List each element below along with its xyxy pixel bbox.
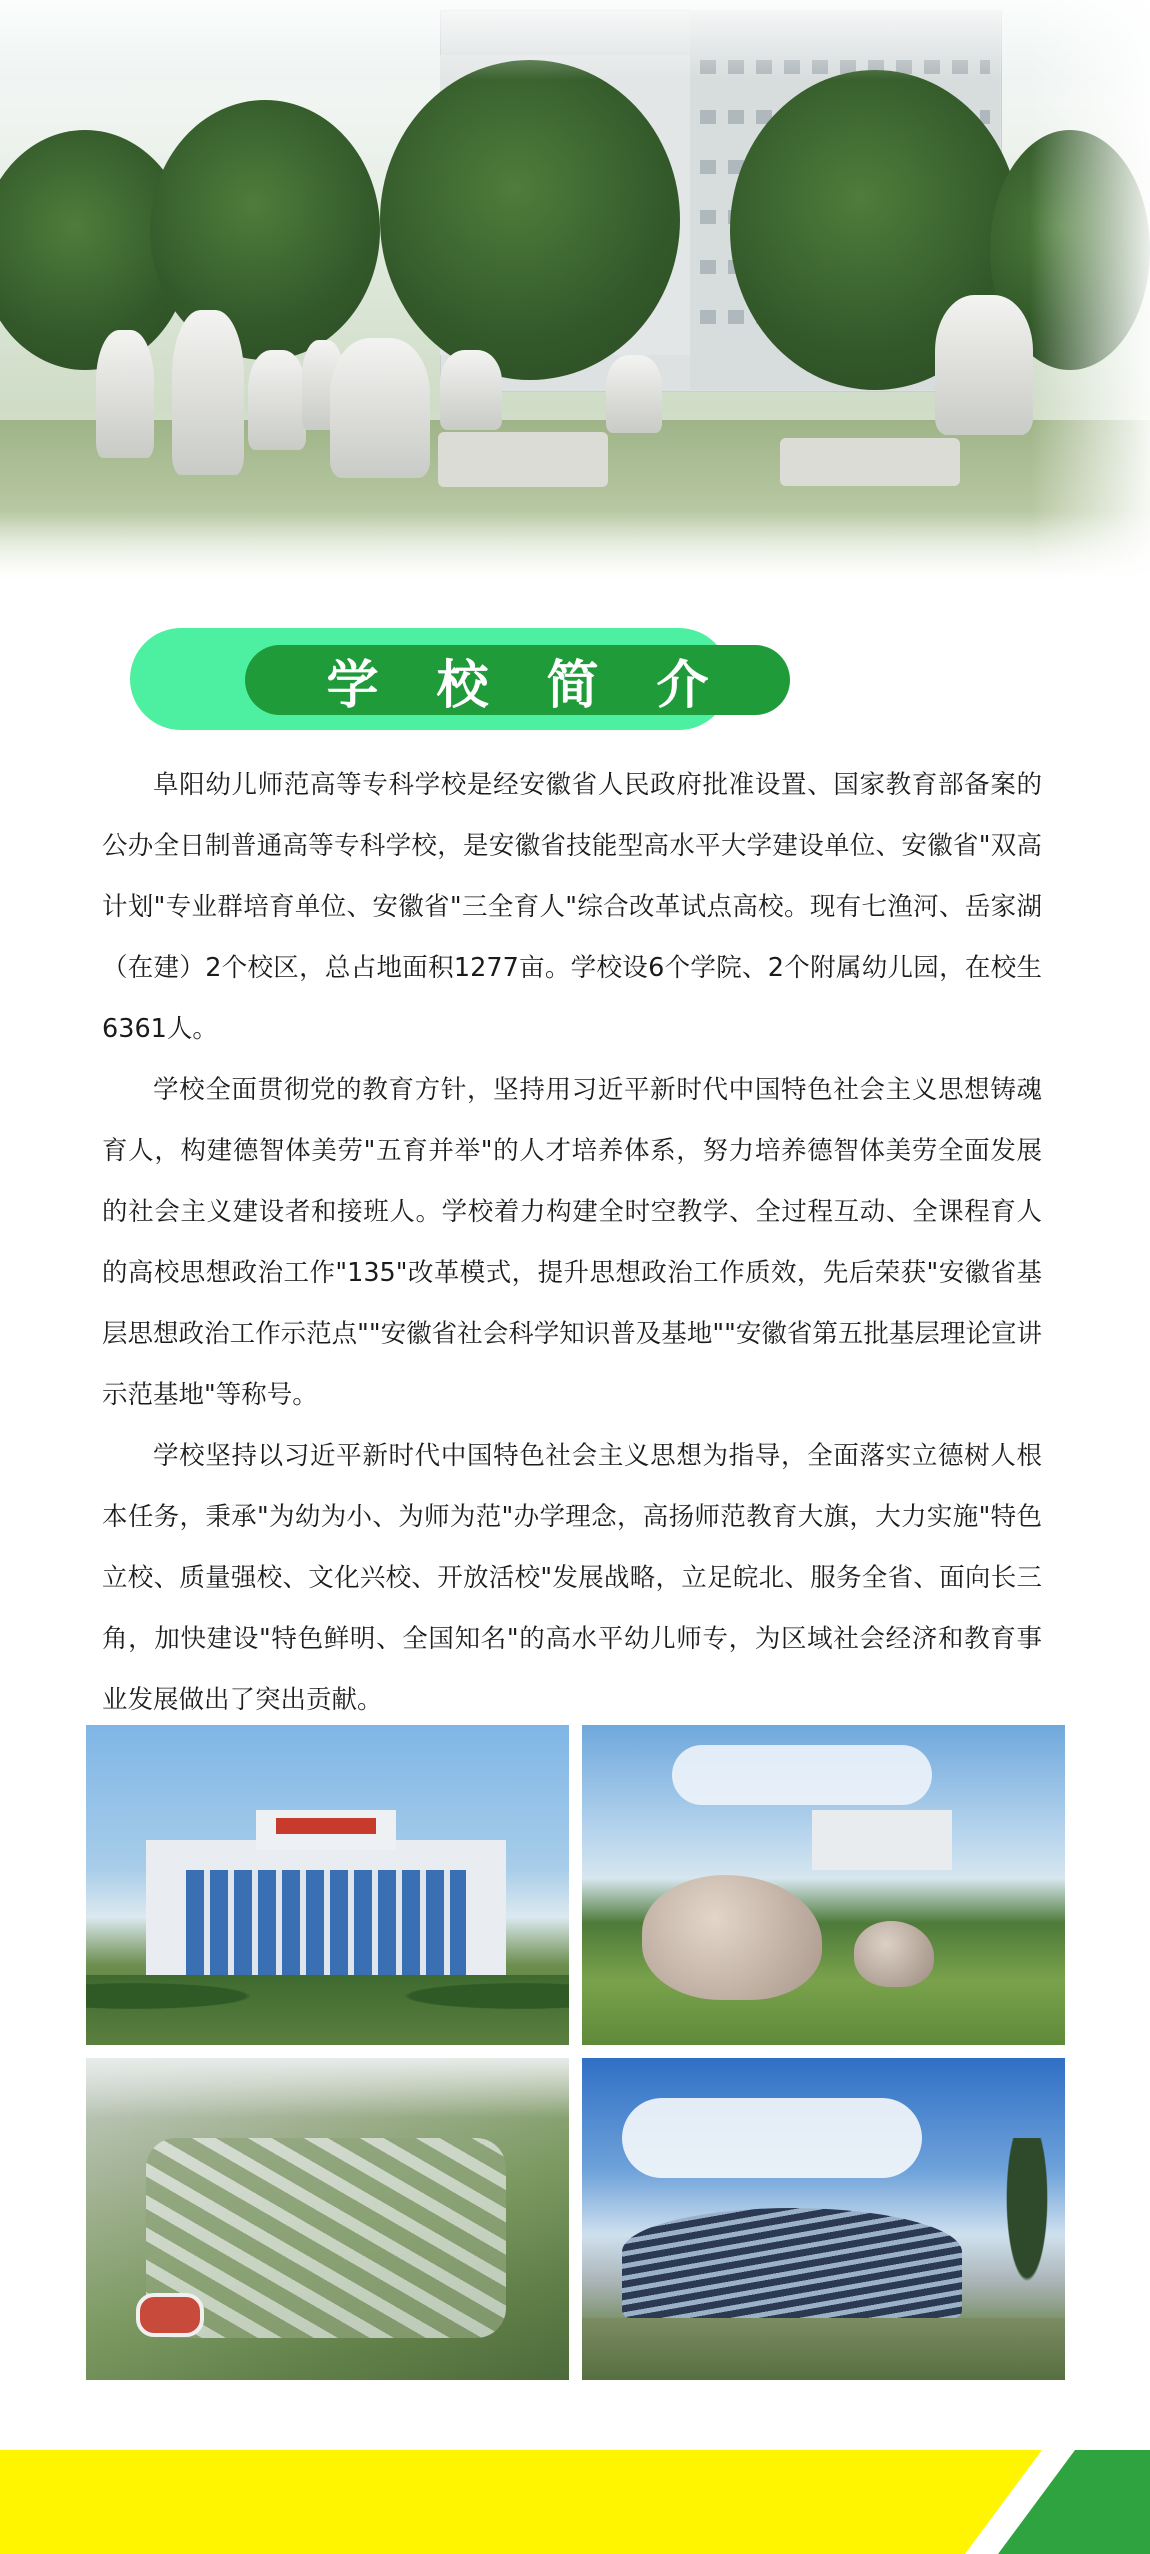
intro-paragraph-2: 学校全面贯彻党的教育方针，坚持用习近平新时代中国特色社会主义思想铸魂育人，构建德智体美劳"五育并举"的人才培养体系，努力培养德智体美劳全面发展的社会主义建设者和接班人。学校着力构建全时空教学、全过程互动、全课程育人的高校思想政治工作"135"改革模式，提升思想政治工作质效，先后荣获"安徽省基层思想政治工作示范点""安徽省社会科学知识普及基地""安徽省第五批基层理论宣讲示范基地"等称号。 — [102, 1075, 1042, 1410]
hero-stone — [780, 438, 960, 486]
hero-photo — [0, 0, 1150, 580]
intro-text — [102, 755, 1042, 1731]
hero-statue — [172, 310, 244, 475]
hero-statue — [440, 350, 502, 430]
hero-stone — [438, 432, 608, 487]
hero-statue — [96, 330, 154, 458]
page-title: 学校简介 — [245, 645, 790, 715]
intro-paragraph-1: 阜阳幼儿师范高等专科学校是经安徽省人民政府批准设置、国家教育部备案的公办全日制普通高等专科学校，是安徽省技能型高水平大学建设单位、安徽省"双高计划"专业群培育单位、安徽省"三全育人"综合改革试点高校。现有七渔河、岳家湖（在建）2个校区，总占地面积1277亩。学校设6个学院、2个附属幼儿园，在校生6361人。 — [102, 770, 1042, 1044]
hero-tree — [380, 60, 680, 380]
hero-statue — [330, 338, 430, 478]
hero-statue — [935, 295, 1033, 435]
hero-statue — [248, 350, 306, 450]
hero-statue — [606, 355, 662, 433]
intro-paragraph-3: 学校坚持以习近平新时代中国特色社会主义思想为指导，全面落实立德树人根本任务，秉承"为幼为小、为师为范"办学理念，高扬师范教育大旗，大力实施"特色立校、质量强校、文化兴校、开放活校"发展战略，立足皖北、服务全省、面向长三角，加快建设"特色鲜明、全国知名"的高水平幼儿师专，为区域社会经济和教育事业发展做出了突出贡献。 — [102, 1441, 1042, 1715]
photo-main-building — [86, 1725, 569, 2045]
photo-arena-rendering — [582, 2058, 1065, 2380]
photo-campus-aerial — [86, 2058, 569, 2380]
photo-campus-rocks — [582, 1725, 1065, 2045]
